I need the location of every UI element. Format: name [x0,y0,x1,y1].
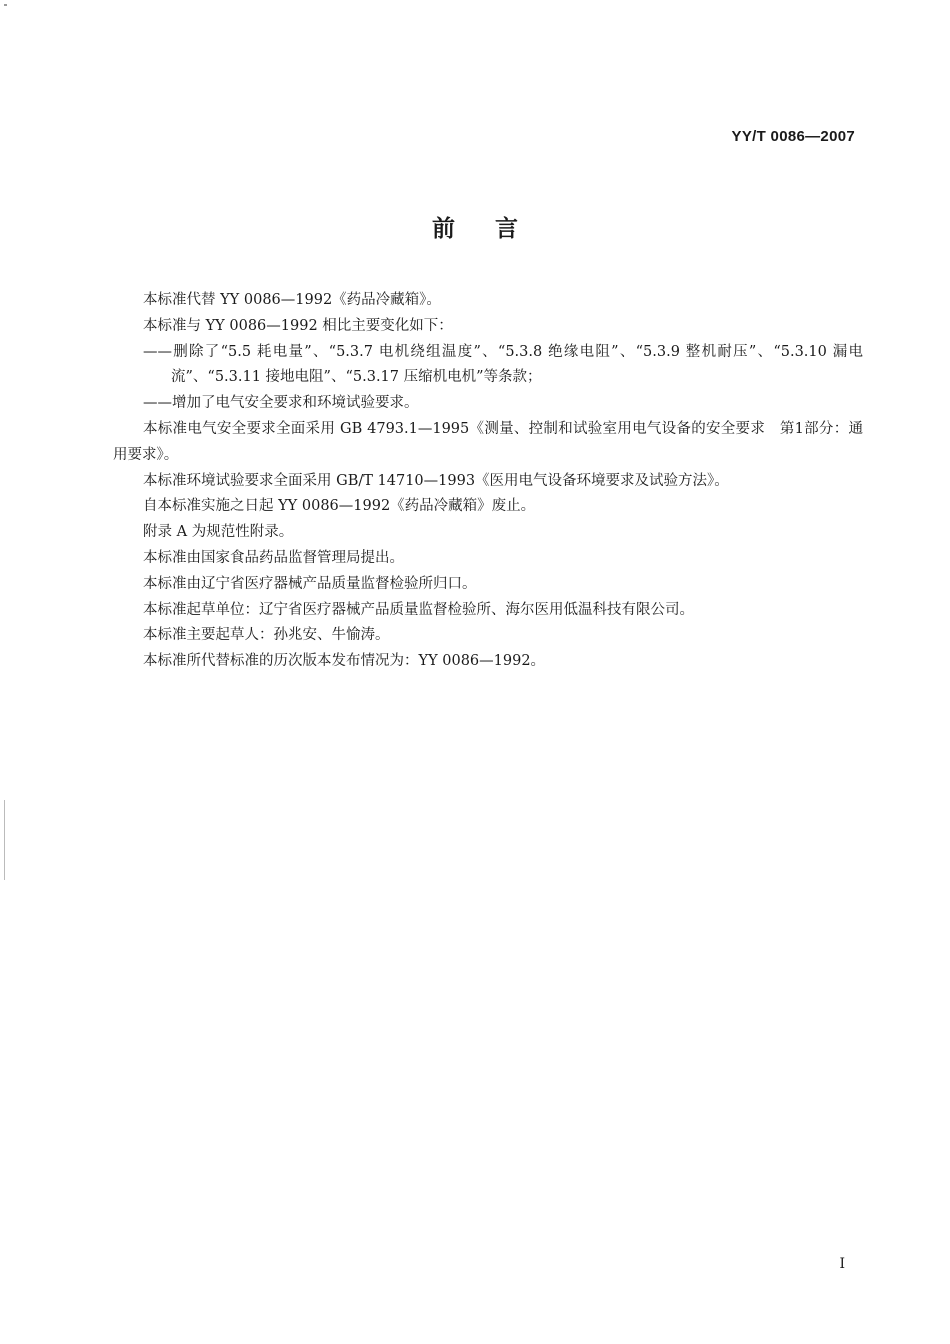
paragraph: 本标准主要起草人：孙兆安、牛愉涛。 [143,627,390,644]
paragraph: 本标准由辽宁省医疗器械产品质量监督检验所归口。 [143,575,477,592]
paragraph: 本标准起草单位：辽宁省医疗器械产品质量监督检验所、海尔医用低温科技有限公司。 [143,601,694,618]
paragraph: 本标准电气安全要求全面采用 GB 4793.1—1995《测量、控制和试验室用电气设备的安全要求 第1部分：通用要求》。 [113,420,863,463]
document-code: YY/T 0086—2007 [731,128,855,145]
paragraph: 本标准环境试验要求全面采用 GB/T 14710—1993《医用电气设备环境要求及试验方法》。 [143,472,729,489]
paragraph: 附录 A 为规范性附录。 [143,524,294,541]
paragraph: 自本标准实施之日起 YY 0086—1992《药品冷藏箱》废止。 [143,498,536,515]
paragraph: 本标准所代替标准的历次版本发布情况为：YY 0086—1992。 [143,653,546,670]
paragraph: 本标准由国家食品药品监督管理局提出。 [143,549,404,566]
paragraph: 本标准代替 YY 0086—1992《药品冷藏箱》。 [143,292,441,308]
list-item: ——增加了电气安全要求和环境试验要求。 [143,395,419,412]
foreword-body [113,288,863,675]
page-number: I [839,1256,845,1272]
list-item: ——删除了“5.5 耗电量”、“5.3.7 电机绕组温度”、“5.3.8 绝缘电阻”、“5.3.9 整机耐压”、“5.3.10 漏电流”、“5.3.11 接地电阻”、“5.3.17 压缩机电机”等条款； [143,343,863,386]
scan-artifact [4,800,5,880]
page-title: 前言 [432,216,558,242]
paragraph: 本标准与 YY 0086—1992 相比主要变化如下： [143,317,453,334]
scan-artifact [4,4,7,6]
